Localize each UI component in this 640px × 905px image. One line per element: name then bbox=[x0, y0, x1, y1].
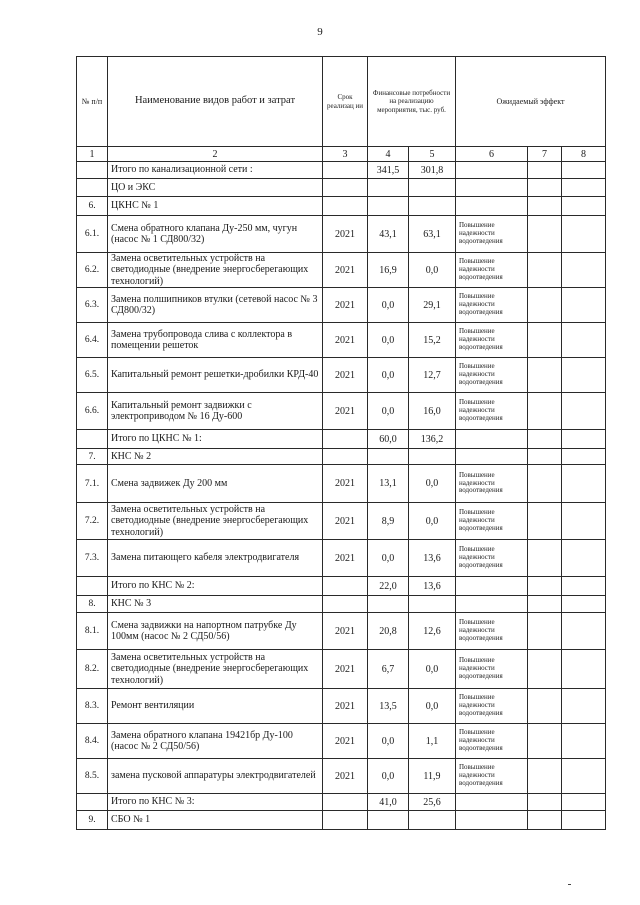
row-effect bbox=[456, 449, 528, 465]
row-index bbox=[77, 179, 108, 197]
row-value-col4: 43,1 bbox=[368, 216, 409, 253]
row-value-col4: 13,1 bbox=[368, 465, 409, 503]
row-col7 bbox=[528, 253, 562, 288]
row-col8 bbox=[562, 540, 606, 577]
row-index: 6.3. bbox=[77, 288, 108, 323]
column-number: 3 bbox=[323, 147, 368, 162]
row-value-col5: 13,6 bbox=[409, 577, 456, 596]
table-row bbox=[77, 430, 606, 449]
row-value-col4 bbox=[368, 596, 409, 613]
table-row bbox=[77, 358, 606, 393]
row-col8 bbox=[562, 689, 606, 724]
row-col7 bbox=[528, 794, 562, 811]
row-index bbox=[77, 430, 108, 449]
row-year bbox=[323, 449, 368, 465]
row-value-col5: 301,8 bbox=[409, 162, 456, 179]
row-title: ЦКНС № 1 bbox=[108, 197, 323, 216]
row-col7 bbox=[528, 596, 562, 613]
row-value-col4: 22,0 bbox=[368, 577, 409, 596]
row-value-col5 bbox=[409, 449, 456, 465]
table-row bbox=[77, 596, 606, 613]
row-title: Смена обратного клапана Ду-250 мм, чугун (насос № 1 СД800/32) bbox=[108, 216, 323, 253]
row-value-col5: 1,1 bbox=[409, 724, 456, 759]
row-index: 6. bbox=[77, 197, 108, 216]
table-row bbox=[77, 465, 606, 503]
row-value-col5: 16,0 bbox=[409, 393, 456, 430]
row-value-col5: 29,1 bbox=[409, 288, 456, 323]
row-value-col5: 25,6 bbox=[409, 794, 456, 811]
row-col7 bbox=[528, 577, 562, 596]
row-title: Замена осветительных устройств на светодиодные (внедрение энергосберегающих технологий) bbox=[108, 253, 323, 288]
row-col7 bbox=[528, 689, 562, 724]
row-index: 9. bbox=[77, 811, 108, 830]
row-effect: Повышение надежности водоотведения bbox=[456, 253, 528, 288]
row-value-col5: 0,0 bbox=[409, 253, 456, 288]
row-index: 8.2. bbox=[77, 650, 108, 689]
row-col7 bbox=[528, 449, 562, 465]
row-index: 6.6. bbox=[77, 393, 108, 430]
row-col8 bbox=[562, 759, 606, 794]
row-effect bbox=[456, 596, 528, 613]
header-effect: Ожидаемый эффект bbox=[456, 57, 606, 147]
table-row bbox=[77, 288, 606, 323]
table-row bbox=[77, 577, 606, 596]
row-title: Смена задвижки на напортном патрубке Ду 100мм (насос № 2 СД50/56) bbox=[108, 613, 323, 650]
row-col8 bbox=[562, 197, 606, 216]
row-year: 2021 bbox=[323, 540, 368, 577]
row-value-col4: 60,0 bbox=[368, 430, 409, 449]
row-title: СБО № 1 bbox=[108, 811, 323, 830]
row-value-col5: 0,0 bbox=[409, 465, 456, 503]
row-year: 2021 bbox=[323, 650, 368, 689]
row-value-col4: 0,0 bbox=[368, 724, 409, 759]
row-index: 7. bbox=[77, 449, 108, 465]
row-year: 2021 bbox=[323, 253, 368, 288]
row-col8 bbox=[562, 162, 606, 179]
row-value-col5: 13,6 bbox=[409, 540, 456, 577]
row-year: 2021 bbox=[323, 358, 368, 393]
row-value-col4 bbox=[368, 179, 409, 197]
row-year: 2021 bbox=[323, 465, 368, 503]
row-title: Замена осветительных устройств на светодиодные (внедрение энергосберегающих технологий) bbox=[108, 650, 323, 689]
table-row bbox=[77, 794, 606, 811]
row-value-col5 bbox=[409, 197, 456, 216]
row-year: 2021 bbox=[323, 323, 368, 358]
row-value-col5 bbox=[409, 811, 456, 830]
row-year: 2021 bbox=[323, 759, 368, 794]
column-number: 2 bbox=[108, 147, 323, 162]
header-finance: Финансовые потребности на реализацию мероприятия, тыс. руб. bbox=[368, 57, 456, 147]
table-row bbox=[77, 449, 606, 465]
row-col8 bbox=[562, 613, 606, 650]
works-table bbox=[76, 56, 606, 830]
row-year bbox=[323, 596, 368, 613]
table-row bbox=[77, 179, 606, 197]
row-year bbox=[323, 197, 368, 216]
row-index: 8.4. bbox=[77, 724, 108, 759]
column-number: 6 bbox=[456, 147, 528, 162]
row-value-col4: 0,0 bbox=[368, 323, 409, 358]
row-value-col5 bbox=[409, 179, 456, 197]
row-col8 bbox=[562, 596, 606, 613]
row-effect: Повышение надежности водоотведения bbox=[456, 288, 528, 323]
row-effect: Повышение надежности водоотведения bbox=[456, 323, 528, 358]
row-col7 bbox=[528, 162, 562, 179]
row-title: ЦО и ЭКС bbox=[108, 179, 323, 197]
header-name: Наименование видов работ и затрат bbox=[108, 57, 323, 147]
header-num: № п/п bbox=[77, 57, 108, 147]
row-value-col5: 15,2 bbox=[409, 323, 456, 358]
row-index: 8. bbox=[77, 596, 108, 613]
column-number: 5 bbox=[409, 147, 456, 162]
row-col8 bbox=[562, 430, 606, 449]
row-col7 bbox=[528, 179, 562, 197]
row-value-col4 bbox=[368, 197, 409, 216]
row-title: Замена осветительных устройств на светодиодные (внедрение энергосберегающих технологий) bbox=[108, 503, 323, 540]
row-title: Замена полшипников втулки (сетевой насос № 3 СД800/32) bbox=[108, 288, 323, 323]
row-index: 6.1. bbox=[77, 216, 108, 253]
row-effect bbox=[456, 794, 528, 811]
row-col7 bbox=[528, 724, 562, 759]
row-value-col4: 16,9 bbox=[368, 253, 409, 288]
row-year: 2021 bbox=[323, 724, 368, 759]
row-value-col4: 13,5 bbox=[368, 689, 409, 724]
row-year bbox=[323, 811, 368, 830]
row-value-col4: 41,0 bbox=[368, 794, 409, 811]
row-year: 2021 bbox=[323, 288, 368, 323]
table-row bbox=[77, 650, 606, 689]
row-year bbox=[323, 162, 368, 179]
table-row bbox=[77, 503, 606, 540]
row-title: Итого по КНС № 3: bbox=[108, 794, 323, 811]
row-col7 bbox=[528, 393, 562, 430]
table-row bbox=[77, 759, 606, 794]
row-effect bbox=[456, 577, 528, 596]
row-col8 bbox=[562, 253, 606, 288]
row-index: 8.3. bbox=[77, 689, 108, 724]
row-value-col4: 6,7 bbox=[368, 650, 409, 689]
row-title: КНС № 3 bbox=[108, 596, 323, 613]
row-col8 bbox=[562, 811, 606, 830]
row-year: 2021 bbox=[323, 689, 368, 724]
row-effect: Повышение надежности водоотведения bbox=[456, 613, 528, 650]
page-number: 9 bbox=[317, 26, 323, 38]
row-title: Смена задвижек Ду 200 мм bbox=[108, 465, 323, 503]
row-year bbox=[323, 794, 368, 811]
row-title: Ремонт вентиляции bbox=[108, 689, 323, 724]
table-row bbox=[77, 216, 606, 253]
row-title: Замена обратного клапана 19421бр Ду-100 (насос № 2 СД50/56) bbox=[108, 724, 323, 759]
row-col8 bbox=[562, 503, 606, 540]
row-effect: Повышение надежности водоотведения bbox=[456, 724, 528, 759]
row-effect: Повышение надежности водоотведения bbox=[456, 503, 528, 540]
row-value-col4 bbox=[368, 449, 409, 465]
row-value-col5: 11,9 bbox=[409, 759, 456, 794]
row-year: 2021 bbox=[323, 216, 368, 253]
row-value-col4: 0,0 bbox=[368, 288, 409, 323]
row-value-col5: 136,2 bbox=[409, 430, 456, 449]
row-title: КНС № 2 bbox=[108, 449, 323, 465]
row-effect: Повышение надежности водоотведения bbox=[456, 216, 528, 253]
row-col7 bbox=[528, 197, 562, 216]
row-title: Капитальный ремонт решетки-дробилки КРД-40 bbox=[108, 358, 323, 393]
row-col7 bbox=[528, 503, 562, 540]
row-index: 6.5. bbox=[77, 358, 108, 393]
table-row bbox=[77, 613, 606, 650]
row-col7 bbox=[528, 323, 562, 358]
table-row bbox=[77, 253, 606, 288]
row-col8 bbox=[562, 724, 606, 759]
row-value-col4: 0,0 bbox=[368, 393, 409, 430]
table-row bbox=[77, 811, 606, 830]
row-effect: Повышение надежности водоотведения bbox=[456, 689, 528, 724]
row-col8 bbox=[562, 577, 606, 596]
row-value-col5: 0,0 bbox=[409, 503, 456, 540]
row-effect: Повышение надежности водоотведения bbox=[456, 759, 528, 794]
row-effect: Повышение надежности водоотведения bbox=[456, 358, 528, 393]
row-col8 bbox=[562, 179, 606, 197]
row-effect bbox=[456, 197, 528, 216]
row-year bbox=[323, 577, 368, 596]
row-year: 2021 bbox=[323, 613, 368, 650]
table-row bbox=[77, 393, 606, 430]
row-index: 8.5. bbox=[77, 759, 108, 794]
column-number: 1 bbox=[77, 147, 108, 162]
row-title: Итого по канализационной сети : bbox=[108, 162, 323, 179]
row-year bbox=[323, 179, 368, 197]
row-effect bbox=[456, 162, 528, 179]
row-value-col5: 12,7 bbox=[409, 358, 456, 393]
table-row bbox=[77, 689, 606, 724]
row-col8 bbox=[562, 794, 606, 811]
row-col7 bbox=[528, 811, 562, 830]
row-col8 bbox=[562, 650, 606, 689]
table-row bbox=[77, 323, 606, 358]
table-row bbox=[77, 724, 606, 759]
row-value-col4 bbox=[368, 811, 409, 830]
row-value-col4: 0,0 bbox=[368, 759, 409, 794]
header-row bbox=[77, 57, 606, 147]
table-row bbox=[77, 197, 606, 216]
row-effect bbox=[456, 179, 528, 197]
row-col7 bbox=[528, 465, 562, 503]
column-number: 8 bbox=[562, 147, 606, 162]
row-value-col5: 12,6 bbox=[409, 613, 456, 650]
row-col8 bbox=[562, 393, 606, 430]
row-index: 7.2. bbox=[77, 503, 108, 540]
row-col8 bbox=[562, 288, 606, 323]
row-effect: Повышение надежности водоотведения bbox=[456, 393, 528, 430]
row-index bbox=[77, 577, 108, 596]
row-index: 7.1. bbox=[77, 465, 108, 503]
row-value-col5: 63,1 bbox=[409, 216, 456, 253]
row-year: 2021 bbox=[323, 503, 368, 540]
row-col7 bbox=[528, 430, 562, 449]
column-numbers-row bbox=[77, 147, 606, 162]
row-effect: Повышение надежности водоотведения bbox=[456, 540, 528, 577]
row-index bbox=[77, 162, 108, 179]
row-index: 7.3. bbox=[77, 540, 108, 577]
row-col7 bbox=[528, 759, 562, 794]
row-value-col4: 341,5 bbox=[368, 162, 409, 179]
row-col8 bbox=[562, 465, 606, 503]
row-value-col5: 0,0 bbox=[409, 650, 456, 689]
row-col7 bbox=[528, 650, 562, 689]
row-col7 bbox=[528, 540, 562, 577]
row-value-col5 bbox=[409, 596, 456, 613]
row-effect bbox=[456, 811, 528, 830]
row-title: Замена трубопровода слива с коллектора в помещении решеток bbox=[108, 323, 323, 358]
row-year: 2021 bbox=[323, 393, 368, 430]
column-number: 4 bbox=[368, 147, 409, 162]
row-title: Замена питающего кабеля электродвигателя bbox=[108, 540, 323, 577]
row-title: замена пусковой аппаратуры электродвигателей bbox=[108, 759, 323, 794]
row-index: 6.4. bbox=[77, 323, 108, 358]
row-value-col5: 0,0 bbox=[409, 689, 456, 724]
row-year bbox=[323, 430, 368, 449]
row-index: 6.2. bbox=[77, 253, 108, 288]
row-value-col4: 8,9 bbox=[368, 503, 409, 540]
row-col7 bbox=[528, 358, 562, 393]
row-index bbox=[77, 794, 108, 811]
row-col7 bbox=[528, 288, 562, 323]
row-index: 8.1. bbox=[77, 613, 108, 650]
row-effect: Повышение надежности водоотведения bbox=[456, 465, 528, 503]
scan-speck bbox=[568, 884, 571, 885]
row-col7 bbox=[528, 613, 562, 650]
row-value-col4: 0,0 bbox=[368, 540, 409, 577]
column-number: 7 bbox=[528, 147, 562, 162]
row-col8 bbox=[562, 449, 606, 465]
row-title: Итого по ЦКНС № 1: bbox=[108, 430, 323, 449]
row-col8 bbox=[562, 216, 606, 253]
row-effect: Повышение надежности водоотведения bbox=[456, 650, 528, 689]
row-col8 bbox=[562, 358, 606, 393]
row-title: Капитальный ремонт задвижки с электроприводом № 16 Ду-600 bbox=[108, 393, 323, 430]
row-col8 bbox=[562, 323, 606, 358]
table-row bbox=[77, 162, 606, 179]
header-term: Срок реализац ии bbox=[323, 57, 368, 147]
row-col7 bbox=[528, 216, 562, 253]
table-row bbox=[77, 540, 606, 577]
row-value-col4: 20,8 bbox=[368, 613, 409, 650]
row-effect bbox=[456, 430, 528, 449]
row-value-col4: 0,0 bbox=[368, 358, 409, 393]
row-title: Итого по КНС № 2: bbox=[108, 577, 323, 596]
